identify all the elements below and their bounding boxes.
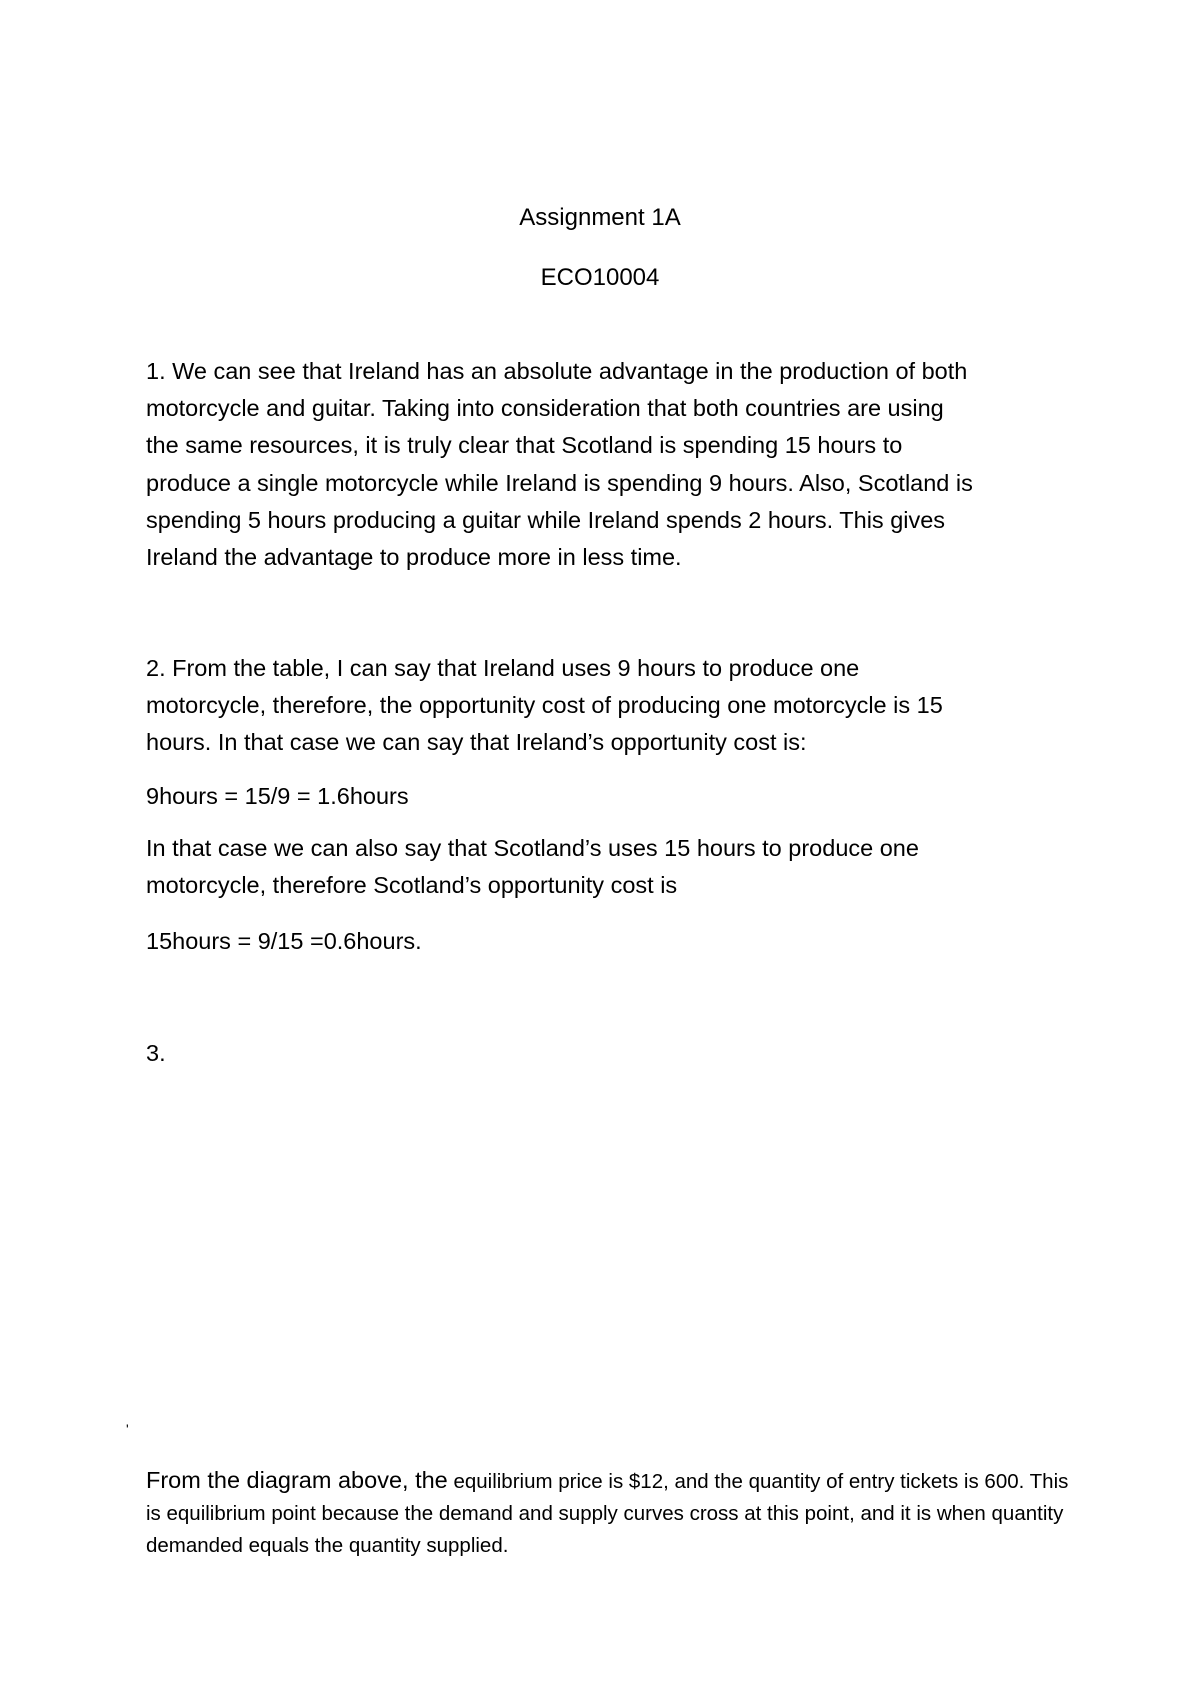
answer-1-line: motorcycle and guitar. Taking into consideration that both countries are using <box>146 395 944 422</box>
answer-1-line: Ireland the advantage to produce more in less time. <box>146 544 682 571</box>
course-code: ECO10004 <box>540 264 660 291</box>
stray-mark: ' <box>126 1421 129 1437</box>
answer-1-line: spending 5 hours producing a guitar while Ireland spends 2 hours. This gives <box>146 506 946 533</box>
answer-1-line: the same resources, it is truly clear that Scotland is spending 15 hours to <box>146 432 903 459</box>
answer-2-line: In that case we can also say that Scotland’s uses 15 hours to produce one <box>146 835 919 861</box>
scotland-equation: 15hours = 9/15 =0.6hours. <box>146 928 422 954</box>
answer-3-body: equilibrium price is $12, and the quantity of entry tickets is 600. This is equilibrium point because the demand and supply curves cross at this point, and it is when quantity demanded equals the quantity supplied. <box>146 1470 1069 1557</box>
answer-2-second-paragraph <box>146 830 1076 904</box>
document-title: Assignment 1A <box>519 204 681 231</box>
answer-2-paragraph <box>146 650 1076 762</box>
answer-3-lead: From the diagram above, the <box>146 1467 448 1493</box>
ireland-equation: 9hours = 15/9 = 1.6hours <box>146 783 409 809</box>
answer-1-line: 1. We can see that Ireland has an absolute advantage in the production of both <box>146 358 968 384</box>
answer-3-label: 3. <box>146 1040 166 1066</box>
answer-2-line: motorcycle, therefore, the opportunity cost of producing one motorcycle is 15 <box>146 692 943 719</box>
answer-2-line: hours. In that case we can say that Ireland’s opportunity cost is: <box>146 729 807 756</box>
answer-1-line: produce a single motorcycle while Ireland is spending 9 hours. Also, Scotland is <box>146 469 973 496</box>
answer-2-line: 2. From the table, I can say that Ireland uses 9 hours to produce one <box>146 655 860 681</box>
answer-3-paragraph <box>146 1465 1076 1563</box>
answer-2-line: motorcycle, therefore Scotland’s opportunity cost is <box>146 872 678 899</box>
answer-1-paragraph <box>146 353 1076 576</box>
